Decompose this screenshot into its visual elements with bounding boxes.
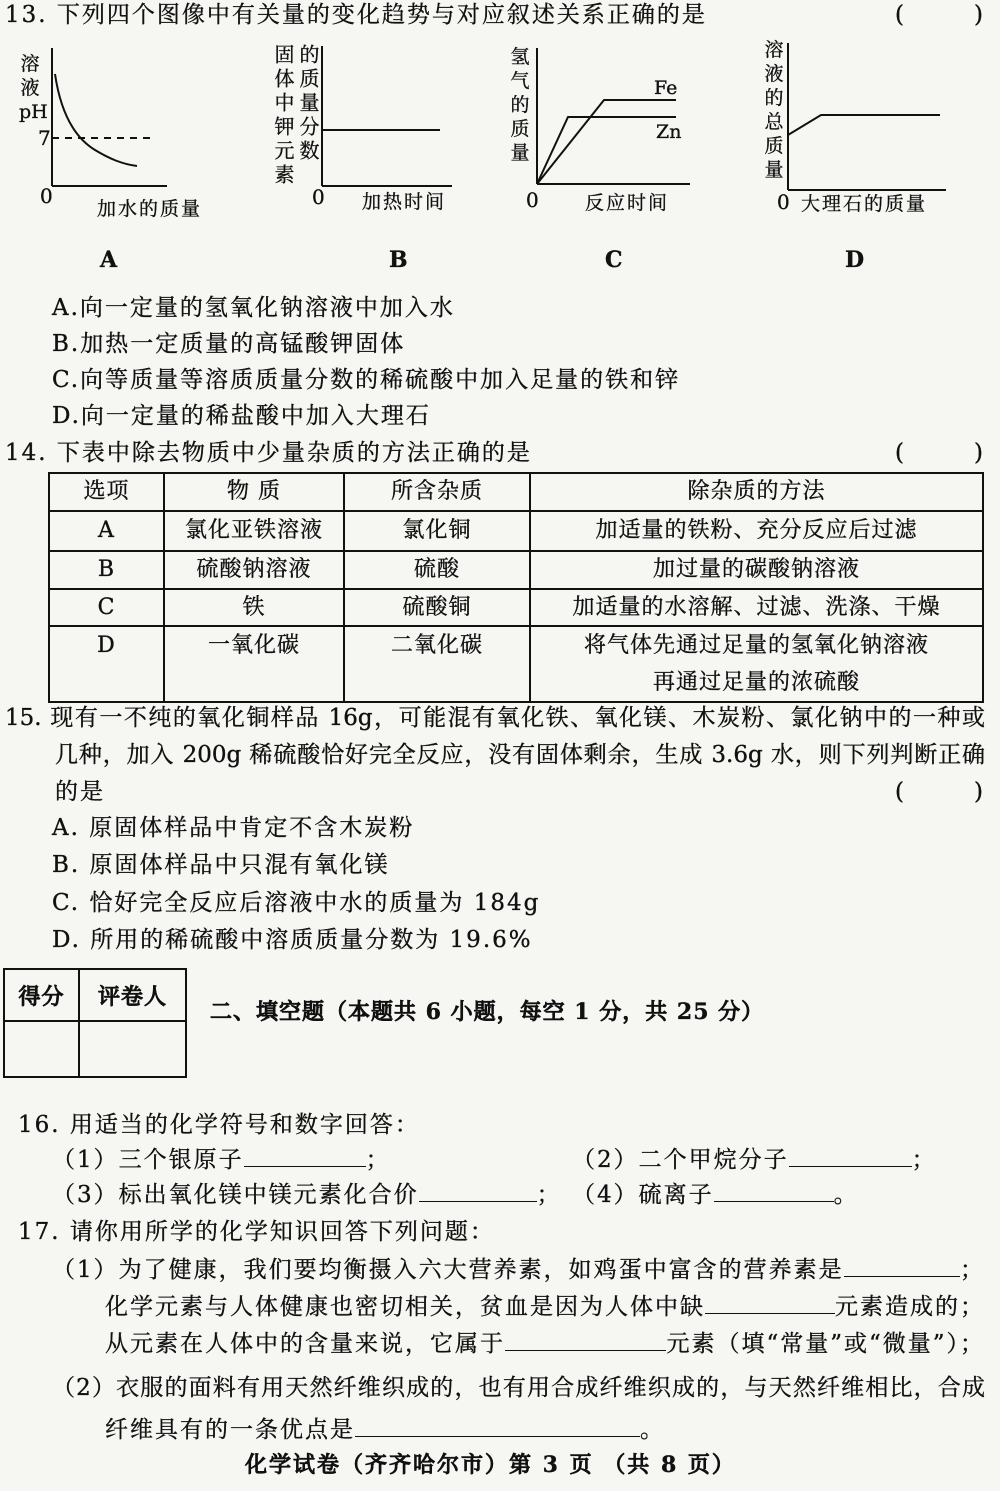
table-cell-option: B xyxy=(49,551,164,589)
graph-c-fe-label: Fe xyxy=(654,77,678,99)
table-cell-substance: 硫酸钠溶液 xyxy=(164,551,344,589)
q16-item-3 xyxy=(52,1182,562,1208)
q17-part2-line-1: （2）衣服的面料有用天然纤维织成的，也有用合成纤维织成的，与天然纤维相比，合成 xyxy=(52,1375,985,1401)
q17-part2-line-2-text: 纤维具有的一条优点是 xyxy=(105,1417,355,1443)
answer-blank xyxy=(714,1183,834,1202)
table-cell-substance: 铁 xyxy=(164,589,344,626)
graph-c-letter: C xyxy=(605,247,623,273)
table-cell-method-line: 将气体先通过足量的氢氧化钠溶液 xyxy=(583,633,929,658)
graph-b-y-label: 固体中钾元素的质量分数 xyxy=(271,44,320,188)
graph-a-curve xyxy=(55,74,137,166)
q13-option-a: A.向一定量的氢氧化钠溶液中加入水 xyxy=(52,295,455,321)
q16-item-1-end: ； xyxy=(365,1147,391,1173)
table-cell-method-line: 再通过足量的浓硫酸 xyxy=(652,670,860,695)
graph-c-zn-label: Zn xyxy=(656,121,682,143)
q17-part2-line-2 xyxy=(105,1417,665,1443)
q17-part1-line-2 xyxy=(105,1294,985,1320)
grader-cell xyxy=(80,1022,185,1076)
q16-item-4 xyxy=(572,1182,859,1208)
table-cell-method xyxy=(530,626,983,702)
q14-table xyxy=(48,472,984,703)
q16-item-4-label: （4）硫离子 xyxy=(572,1182,714,1208)
q16-item-4-end: 。 xyxy=(833,1182,859,1208)
q16-stem: 16. 用适当的化学符号和数字回答： xyxy=(18,1112,420,1138)
q14-answer-bracket: ( ) xyxy=(895,440,983,466)
grader-label: 评卷人 xyxy=(80,970,185,1022)
q17-part1-line-3-end: 元素（填“常量”或“微量”）； xyxy=(666,1331,985,1357)
graph-a-x-label: 加水的质量 xyxy=(97,198,203,220)
graph-d-y-label: 溶液的总质量 xyxy=(764,39,784,181)
table-row xyxy=(49,511,983,551)
answer-blank xyxy=(505,1332,666,1351)
q15-stem-line-2: 几种，加入 200g 稀硫酸恰好完全反应，没有固体剩余，生成 3.6g 水，则下列判断正确 xyxy=(55,742,985,768)
q16-item-3-label: （3）标出氧化镁中镁元素化合价 xyxy=(52,1182,419,1208)
table-header-method: 除杂质的方法 xyxy=(530,473,983,511)
answer-blank xyxy=(419,1183,537,1202)
q16-item-3-end: ； xyxy=(536,1182,562,1208)
q13-answer-bracket: ( ) xyxy=(895,2,983,28)
table-cell-impurity: 二氧化碳 xyxy=(344,626,530,702)
q13-option-b: B.加热一定质量的高锰酸钾固体 xyxy=(52,331,406,357)
graph-b-origin: 0 xyxy=(312,185,325,209)
q16-item-1-label: （1）三个银原子 xyxy=(52,1147,244,1173)
q17-part2-line-2-end: 。 xyxy=(640,1417,665,1443)
table-header-impurity: 所含杂质 xyxy=(344,473,530,511)
score-box xyxy=(3,968,187,1078)
q14-stem: 14. 下表中除去物质中少量杂质的方法正确的是 xyxy=(5,440,532,466)
graph-a-letter: A xyxy=(100,247,118,273)
q15-option-b: B. 原固体样品中只混有氧化镁 xyxy=(52,852,390,878)
q13-option-d: D.向一定量的稀盐酸中加入大理石 xyxy=(52,403,431,429)
q15-option-c: C. 恰好完全反应后溶液中水的质量为 184g xyxy=(52,890,541,916)
graph-a-y-label: 溶液pH xyxy=(19,53,48,123)
table-cell-option: A xyxy=(49,511,164,551)
q17-part1-line-3 xyxy=(105,1331,985,1357)
graph-c-origin: 0 xyxy=(526,188,539,212)
graph-b-x-label: 加热时间 xyxy=(362,191,447,213)
q17-stem: 17. 请你用所学的化学知识回答下列问题： xyxy=(18,1219,495,1245)
table-cell-option: D xyxy=(49,626,164,702)
table-cell-impurity: 硫酸铜 xyxy=(344,589,530,626)
section-2-title: 二、填空题（本题共 6 小题，每空 1 分，共 25 分） xyxy=(210,999,765,1025)
table-cell-method: 加适量的水溶解、过滤、洗涤、干燥 xyxy=(530,589,983,626)
answer-blank xyxy=(705,1295,835,1314)
table-header-row xyxy=(49,473,983,511)
q15-option-a: A. 原固体样品中肯定不含木炭粉 xyxy=(52,815,415,841)
score-label: 得分 xyxy=(5,970,80,1022)
q13-stem: 13. 下列四个图像中有关量的变化趋势与对应叙述关系正确的是 xyxy=(5,2,707,28)
table-row xyxy=(49,589,983,626)
graph-d-letter: D xyxy=(845,247,865,273)
q13-option-c: C.向等质量等溶质质量分数的稀硫酸中加入足量的铁和锌 xyxy=(52,367,681,393)
graph-d-line xyxy=(788,115,940,135)
graph-c-x-label: 反应时间 xyxy=(585,192,670,214)
table-cell-substance: 一氧化碳 xyxy=(164,626,344,702)
table-header-substance: 物 质 xyxy=(164,473,344,511)
table-row xyxy=(49,626,983,702)
table-cell-substance: 氯化亚铁溶液 xyxy=(164,511,344,551)
page-footer: 化学试卷（齐齐哈尔市）第 3 页 （共 8 页） xyxy=(245,1452,736,1478)
table-row xyxy=(49,551,983,589)
graph-c-y-label: 氢气的质量 xyxy=(510,46,530,164)
table-cell-impurity: 氯化铜 xyxy=(344,511,530,551)
table-cell-impurity: 硫酸 xyxy=(344,551,530,589)
q17-part1-line-2-end: 元素造成的； xyxy=(835,1294,985,1320)
q15-option-d: D. 所用的稀硫酸中溶质质量分数为 19.6% xyxy=(52,927,533,953)
graph-a-reference-value: 7 xyxy=(38,126,51,150)
q15-answer-bracket: ( ) xyxy=(895,779,983,805)
q15-stem-line-3: 的是 xyxy=(55,779,105,805)
graph-d-origin: 0 xyxy=(777,190,790,214)
answer-blank xyxy=(244,1148,366,1167)
answer-blank xyxy=(789,1148,912,1167)
table-cell-method: 加过量的碳酸钠溶液 xyxy=(530,551,983,589)
table-cell-method: 加适量的铁粉、充分反应后过滤 xyxy=(530,511,983,551)
q15-stem-line-1: 15. 现有一不纯的氧化铜样品 16g，可能混有氧化铁、氧化镁、木炭粉、氯化钠中的一种或 xyxy=(5,705,985,731)
q16-item-2-label: （2）二个甲烷分子 xyxy=(572,1147,789,1173)
q17-part1-line-1 xyxy=(52,1257,985,1283)
score-cell xyxy=(5,1022,80,1076)
q16-item-1 xyxy=(52,1147,391,1173)
answer-blank xyxy=(844,1258,960,1277)
q16-item-2 xyxy=(572,1147,937,1173)
q17-part1-line-1-text: （1）为了健康，我们要均衡摄入六大营养素，如鸡蛋中富含的营养素是 xyxy=(52,1257,844,1283)
q17-part1-line-2-text: 化学元素与人体健康也密切相关，贫血是因为人体中缺 xyxy=(105,1294,705,1320)
q17-part1-line-1-end: ； xyxy=(960,1257,985,1283)
answer-blank xyxy=(355,1418,640,1437)
q17-part1-line-3-text: 从元素在人体中的含量来说，它属于 xyxy=(105,1331,505,1357)
q16-item-2-end: ； xyxy=(911,1147,937,1173)
table-header-option: 选项 xyxy=(49,473,164,511)
table-cell-option: C xyxy=(49,589,164,626)
graph-d-x-label: 大理石的质量 xyxy=(801,193,928,215)
graph-b-letter: B xyxy=(389,247,408,273)
graph-a-origin: 0 xyxy=(40,184,53,208)
